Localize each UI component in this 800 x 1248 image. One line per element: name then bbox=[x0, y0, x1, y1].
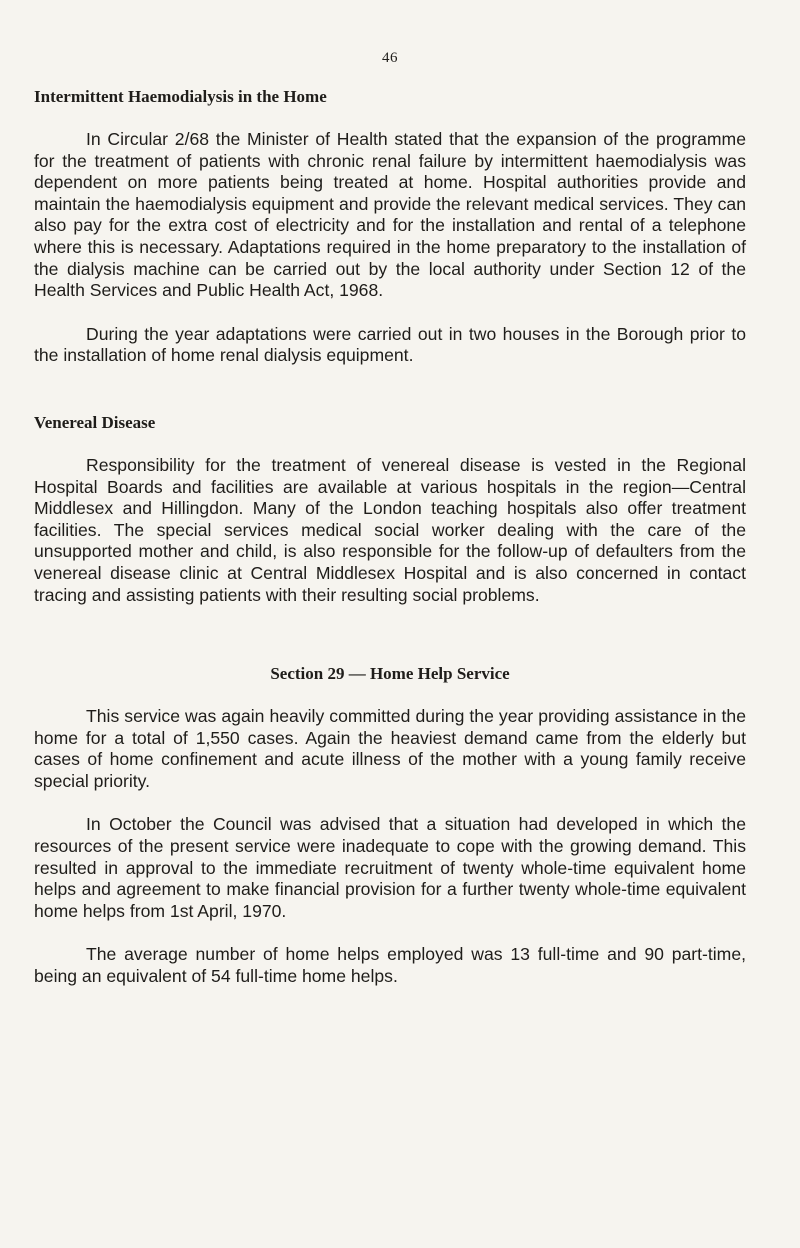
paragraph: The average number of home helps employed was 13 full-time and 90 part-time, being an equivalent of 54 full-time home helps. bbox=[34, 944, 746, 987]
document-page bbox=[34, 50, 746, 1010]
page-number: 46 bbox=[382, 50, 398, 66]
section-home-help-service bbox=[34, 664, 746, 988]
section-heading: Venereal Disease bbox=[34, 412, 156, 432]
paragraph: This service was again heavily committed during the year providing assistance in the home for a total of 1,550 cases. Again the heaviest demand came from the elderly but cases of home confinement and acute illness of the mother with a young family receive special priority. bbox=[34, 706, 746, 791]
paragraph: In October the Council was advised that a situation had developed in which the resources of the present service were inadequate to cope with the growing demand. This resulted in approval to the immediate recruitment of twenty whole-time equivalent home helps and agreement to make financial provision for a further twenty whole-time equivalent home helps from 1st April, 1970. bbox=[34, 814, 746, 921]
paragraph: Responsibility for the treatment of venereal disease is vested in the Regional Hospital Boards and facilities are available at various hospitals in the region—Central Middlesex and Hillingdon. Many of the London teaching hospitals also offer treatment facilities. The special services medical social worker dealing with the care of the unsupported mother and child, is also responsible for the follow-up of defaulters from the venereal disease clinic at Central Middlesex Hospital and is also concerned in contact tracing and assisting patients with their resulting social problems. bbox=[34, 454, 746, 605]
paragraph: In Circular 2/68 the Minister of Health stated that the expansion of the programme for the treatment of patients with chronic renal failure by intermittent haemodialysis was dependent on more patients being treated at home. Hospital authorities provide and maintain the haemodialysis equipment and provide the relevant medical services. They can also pay for the extra cost of electricity and for the installation and rental of a telephone where this is necessary. Adaptations required in the home preparatory to the installation of the dialysis machine can be carried out by the local authority under Section 12 of the Health Services and Public Health Act, 1968. bbox=[34, 129, 746, 301]
paragraph: During the year adaptations were carried out in two houses in the Borough prior to the installation of home renal dialysis equipment. bbox=[34, 323, 746, 366]
section-haemodialysis bbox=[34, 87, 746, 367]
section-heading: Section 29 — Home Help Service bbox=[270, 664, 510, 684]
section-venereal-disease bbox=[34, 413, 746, 606]
section-heading: Intermittent Haemodialysis in the Home bbox=[34, 87, 327, 106]
